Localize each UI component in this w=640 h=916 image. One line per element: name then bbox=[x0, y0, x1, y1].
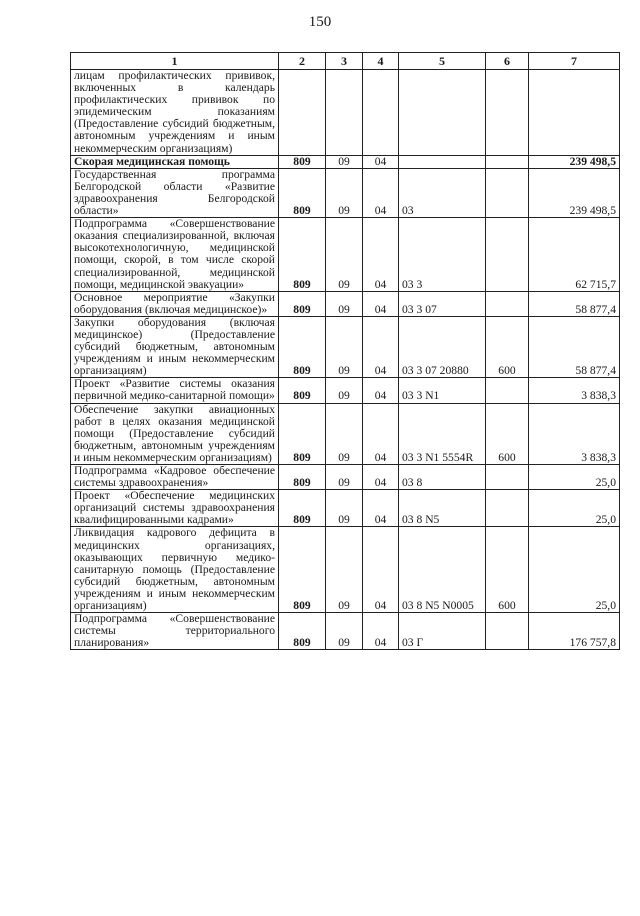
row-subsection-code: 04 bbox=[363, 316, 399, 377]
row-expense-type bbox=[486, 613, 529, 650]
row-subsection-code: 04 bbox=[363, 291, 399, 316]
row-expense-type bbox=[486, 168, 529, 217]
row-expense-type bbox=[486, 218, 529, 292]
row-grbs-code: 809 bbox=[279, 378, 326, 403]
row-description: Закупки оборудования (включая медицинское) (Предоставление субсидий бюджетным, автономным учреждениям и иным некоммерческим организациям) bbox=[71, 316, 279, 377]
row-grbs-code: 809 bbox=[279, 218, 326, 292]
table-header-row bbox=[71, 53, 620, 70]
row-grbs-code bbox=[279, 70, 326, 156]
row-section-code: 09 bbox=[326, 168, 363, 217]
row-section-code: 09 bbox=[326, 316, 363, 377]
row-section-code: 09 bbox=[326, 378, 363, 403]
column-header: 7 bbox=[529, 53, 620, 70]
table-body bbox=[71, 70, 620, 650]
row-section-code: 09 bbox=[326, 403, 363, 464]
row-amount: 176 757,8 bbox=[529, 613, 620, 650]
table-row bbox=[71, 378, 620, 403]
row-expense-type bbox=[486, 378, 529, 403]
table-row bbox=[71, 168, 620, 217]
row-expense-type bbox=[486, 490, 529, 527]
table-row bbox=[71, 155, 620, 168]
row-target-article: 03 3 N1 5554R bbox=[399, 403, 486, 464]
row-expense-type: 600 bbox=[486, 316, 529, 377]
row-amount: 3 838,3 bbox=[529, 403, 620, 464]
row-expense-type bbox=[486, 465, 529, 490]
row-subsection-code: 04 bbox=[363, 403, 399, 464]
row-section-code bbox=[326, 70, 363, 156]
row-expense-type: 600 bbox=[486, 403, 529, 464]
row-target-article: 03 3 07 20880 bbox=[399, 316, 486, 377]
row-amount: 58 877,4 bbox=[529, 316, 620, 377]
row-target-article: 03 3 bbox=[399, 218, 486, 292]
column-header: 5 bbox=[399, 53, 486, 70]
table-row bbox=[71, 218, 620, 292]
row-subsection-code: 04 bbox=[363, 613, 399, 650]
row-description: Подпрограмма «Совершенствование оказания специализированной, включая высокотехнологичную, медицинской помощи, скорой, в том числе скорой специализированной, медицинской помощи, медицинской эвакуации» bbox=[71, 218, 279, 292]
row-subsection-code: 04 bbox=[363, 168, 399, 217]
row-target-article: 03 bbox=[399, 168, 486, 217]
row-subsection-code: 04 bbox=[363, 527, 399, 613]
column-header: 2 bbox=[279, 53, 326, 70]
row-expense-type bbox=[486, 155, 529, 168]
row-amount: 62 715,7 bbox=[529, 218, 620, 292]
row-amount: 25,0 bbox=[529, 490, 620, 527]
row-grbs-code: 809 bbox=[279, 613, 326, 650]
row-target-article: 03 8 bbox=[399, 465, 486, 490]
row-section-code: 09 bbox=[326, 155, 363, 168]
table-row bbox=[71, 403, 620, 464]
row-grbs-code: 809 bbox=[279, 490, 326, 527]
budget-table bbox=[70, 52, 620, 650]
row-target-article: 03 8 N5 bbox=[399, 490, 486, 527]
row-target-article: 03 3 N1 bbox=[399, 378, 486, 403]
row-grbs-code: 809 bbox=[279, 403, 326, 464]
row-amount bbox=[529, 70, 620, 156]
row-description: Проект «Обеспечение медицинских организаций системы здравоохранения квалифицированными кадрами» bbox=[71, 490, 279, 527]
column-header: 3 bbox=[326, 53, 363, 70]
row-grbs-code: 809 bbox=[279, 168, 326, 217]
row-expense-type: 600 bbox=[486, 527, 529, 613]
row-subsection-code: 04 bbox=[363, 218, 399, 292]
table-row bbox=[71, 316, 620, 377]
row-target-article: 03 3 07 bbox=[399, 291, 486, 316]
row-description: Ликвидация кадрового дефицита в медицинских организациях, оказывающих первичную медико-санитарную помощь (Предоставление субсидий бюджетным, автономным учреждениям и иным некоммерческим организациям) bbox=[71, 527, 279, 613]
page-number: 150 bbox=[308, 14, 332, 30]
row-grbs-code: 809 bbox=[279, 155, 326, 168]
row-section-code: 09 bbox=[326, 613, 363, 650]
row-amount: 25,0 bbox=[529, 465, 620, 490]
row-target-article bbox=[399, 155, 486, 168]
row-subsection-code: 04 bbox=[363, 490, 399, 527]
row-subsection-code: 04 bbox=[363, 465, 399, 490]
row-amount: 239 498,5 bbox=[529, 155, 620, 168]
column-header: 1 bbox=[71, 53, 279, 70]
row-subsection-code: 04 bbox=[363, 378, 399, 403]
row-section-code: 09 bbox=[326, 218, 363, 292]
table-row bbox=[71, 465, 620, 490]
row-amount: 3 838,3 bbox=[529, 378, 620, 403]
column-header: 4 bbox=[363, 53, 399, 70]
table-row bbox=[71, 490, 620, 527]
row-amount: 25,0 bbox=[529, 527, 620, 613]
row-grbs-code: 809 bbox=[279, 316, 326, 377]
column-header: 6 bbox=[486, 53, 529, 70]
row-expense-type bbox=[486, 291, 529, 316]
row-description: Подпрограмма «Кадровое обеспечение системы здравоохранения» bbox=[71, 465, 279, 490]
row-grbs-code: 809 bbox=[279, 527, 326, 613]
row-description: Основное мероприятие «Закупки оборудования (включая медицинское)» bbox=[71, 291, 279, 316]
row-description: лицам профилактических прививок, включенных в календарь профилактических прививок по эпидемическим показаниям (Предоставление субсидий бюджетным, автономным учреждениям и иным некоммерческим организациям) bbox=[71, 70, 279, 156]
table-row bbox=[71, 70, 620, 156]
table-row bbox=[71, 527, 620, 613]
row-section-code: 09 bbox=[326, 527, 363, 613]
row-section-code: 09 bbox=[326, 291, 363, 316]
row-description: Государственная программа Белгородской области «Развитие здравоохранения Белгородской области» bbox=[71, 168, 279, 217]
table-row bbox=[71, 291, 620, 316]
row-description: Скорая медицинская помощь bbox=[71, 155, 279, 168]
row-subsection-code bbox=[363, 70, 399, 156]
row-section-code: 09 bbox=[326, 490, 363, 527]
row-description: Подпрограмма «Совершенствование системы территориального планирования» bbox=[71, 613, 279, 650]
row-target-article: 03 8 N5 N0005 bbox=[399, 527, 486, 613]
row-amount: 239 498,5 bbox=[529, 168, 620, 217]
row-target-article: 03 Г bbox=[399, 613, 486, 650]
row-grbs-code: 809 bbox=[279, 291, 326, 316]
row-description: Обеспечение закупки авиационных работ в целях оказания медицинской помощи (Предоставление субсидий бюджетным, автономным учреждениям и иным некоммерческим организациям) bbox=[71, 403, 279, 464]
table-row bbox=[71, 613, 620, 650]
row-target-article bbox=[399, 70, 486, 156]
row-subsection-code: 04 bbox=[363, 155, 399, 168]
row-description: Проект «Развитие системы оказания первичной медико-санитарной помощи» bbox=[71, 378, 279, 403]
row-expense-type bbox=[486, 70, 529, 156]
row-amount: 58 877,4 bbox=[529, 291, 620, 316]
row-grbs-code: 809 bbox=[279, 465, 326, 490]
row-section-code: 09 bbox=[326, 465, 363, 490]
